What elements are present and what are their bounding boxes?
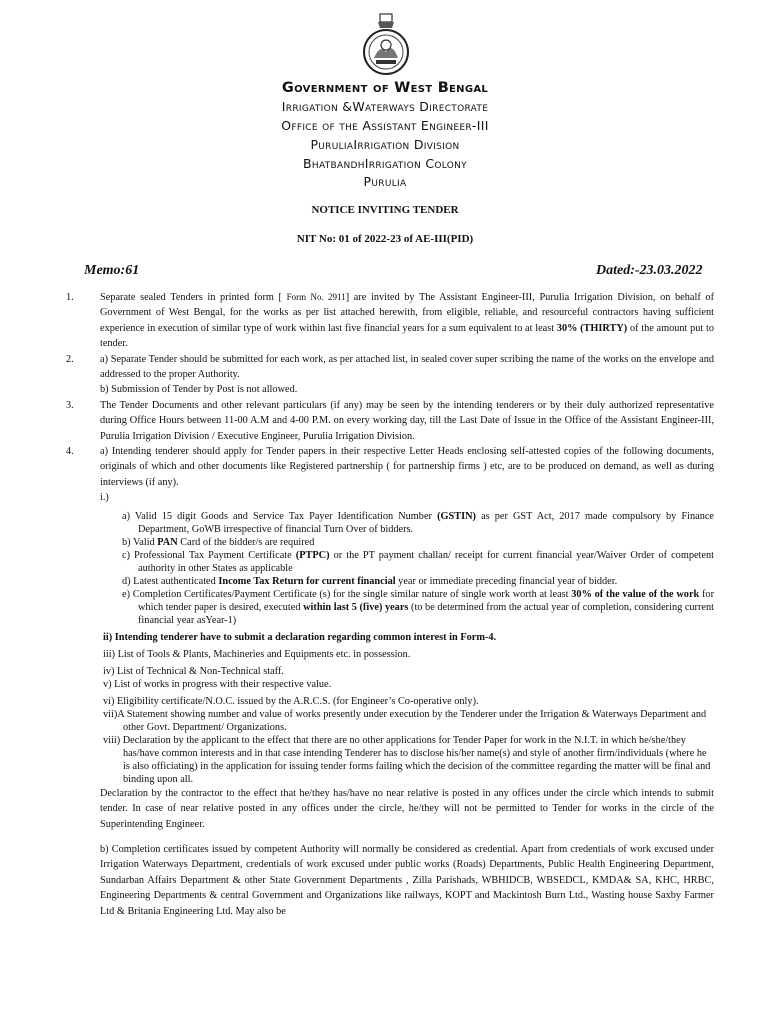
clause-number: 1. bbox=[66, 292, 74, 303]
clause-number: 4. bbox=[66, 446, 74, 458]
clause-1 bbox=[0, 290, 770, 352]
roman-item-vi: vi) Eligibility certificate/N.O.C. issued by the A.R.C.S. (for Engineer’s Co-operative only). bbox=[103, 695, 479, 707]
clause-4 bbox=[0, 444, 770, 506]
header-colony: BhatbandhIrrigation Colony bbox=[303, 156, 467, 171]
west-bengal-emblem-icon bbox=[358, 12, 414, 78]
header-city: Purulia bbox=[363, 174, 407, 189]
sub-label: i.) bbox=[100, 492, 109, 504]
document-body bbox=[0, 290, 770, 919]
clause-text: a) Intending tenderer should apply for Tender papers in their respective Letter Heads enclosing self-attested copies of the following documents, originals of which and other documents like Registered partnership ( for partnership firms ) etc, are to be produced on demand, as well as during interviews (if any). bbox=[100, 446, 714, 488]
roman-item-iv: iv) List of Technical & Non-Technical staff. bbox=[103, 665, 284, 677]
roman-item-v: v) List of works in progress with their respective value. bbox=[103, 678, 332, 690]
roman-item-vii: vii)A Statement showing number and value of works presently under execution by the Tenderer under the Irrigation & Waterways Department and other Govt. Department/ Organizations. bbox=[103, 708, 707, 733]
clause-text: b) Submission of Tender by Post is not allowed. bbox=[100, 384, 298, 396]
paragraph-b: b) Completion certificates issued by competent Authority will normally be considered as credential. Apart from credentials of work excused under Irrigation Waterways Department, credentials of work excused under public works (Roads) Departments, Public Health Engineering Department, Sundarban Affairs Department & other State Government Departments , Zilla Parishads, WBHIDCB, WBSEDCL, KMDA& SA, KHC, HRBC, Engineering Departments & central Government and Organizations like railways, KOPT and Mackintosh Burn Ltd., Wasting house Saxby Farmer Ltd & Britania Engineering Ltd. May also be bbox=[100, 843, 714, 917]
clause-number: 2. bbox=[66, 353, 74, 365]
sub-item-a: a) Valid 15 digit Goods and Service Tax Payer Identification Number (GSTIN) as per GST Act, 2017 made compulsory by Finance Department, GoWB irrespective of financial Turn Over of bidders. bbox=[122, 510, 715, 535]
memo-date: Dated:-23.03.2022 bbox=[596, 263, 703, 278]
declaration-paragraph: Declaration by the contractor to the effect that he/they has/have no near relative is posted in any offices under the circle which intends to submit tender. In case of near relative posted in any offices under the circle, he/they will not be permitted to Tender for works in the circle of the Superintending Engineer. bbox=[100, 787, 714, 830]
roman-item-viii: viii) Declaration by the applicant to the effect that there are no other applications for Tender Paper for work in the N.I.T. in which he/she/they has/have common interests and in that case intending Tenderer has to disclose his/her name(s) and style of another firm/individuals (where he is also officiating) in the application for issuing tender forms failing which the decision of the committee regarding the matter will be final and binding upon all. bbox=[103, 734, 711, 785]
memo-number: Memo:61 bbox=[84, 263, 140, 278]
clause-text: a) Separate Tender should be submitted for each work, as per attached list, in sealed cover super scribing the name of the works on the envelope and addressed to the proper Authority. bbox=[100, 353, 714, 381]
sub-item-b: b) Valid PAN Card of the bidder/s are required bbox=[122, 536, 315, 548]
header-directorate: Irrigation &Waterways Directorate bbox=[281, 99, 489, 114]
sub-item-e: e) Completion Certificates/Payment Certificate (s) for the single similar nature of single work worth at least 30% of the value of the work for which tender paper is desired, executed within last 5 (five) years (to be determined from the actual year of completion, considering current financial year asYear-1) bbox=[122, 588, 715, 626]
header-office: Office of the Assistant Engineer-III bbox=[281, 118, 489, 133]
sub-item-c: c) Professional Tax Payment Certificate (PTPC) or the PT payment challan/ receipt for current financial year/Waiver Order of competent authority in other States as applicable bbox=[122, 549, 714, 574]
clause-text: The Tender Documents and other relevant particulars (if any) may be seen by the intending tenderers or by their duly authorized representative during Office Hours between 11-00 A.M and 4-00 P.M. on every working day, till the Last Date of Issue in the Office of the Assistant Engineer-III, Purulia Irrigation Division / Executive Engineer, Purulia Irrigation Division. bbox=[100, 399, 714, 442]
clause-3 bbox=[0, 398, 770, 444]
notice-title: NOTICE INVITING TENDER bbox=[311, 204, 459, 216]
nit-number: NIT No: 01 of 2022-23 of AE-III(PID) bbox=[296, 233, 474, 245]
roman-item-iii: iii) List of Tools & Plants, Machineries and Equipments etc. in possession. bbox=[103, 648, 411, 660]
header-government: Government of West Bengal bbox=[281, 80, 489, 96]
sub-item-d: d) Latest authenticated Income Tax Return for current financial year or immediate preceding financial year of bidder. bbox=[122, 575, 618, 587]
roman-item-ii: ii) Intending tenderer have to submit a declaration regarding common interest in Form-4. bbox=[103, 631, 497, 643]
clause-text: Separate sealed Tenders in printed form [ Form No. 2911] are invited by The Assistant Engineer-III, Purulia Irrigation Division, on behalf of Government of West Bengal, for the works as per list attached herewith, from eligible, reliable, and resourceful contractors having sufficient experience in execution of similar type of work within last five financial years for a sum equivalent to at least 30% (THIRTY) of the amount put to tender. bbox=[100, 292, 715, 350]
header-division: PuruliaIrrigation Division bbox=[310, 137, 460, 152]
clause-number: 3. bbox=[66, 399, 74, 411]
clause-2 bbox=[0, 352, 770, 398]
